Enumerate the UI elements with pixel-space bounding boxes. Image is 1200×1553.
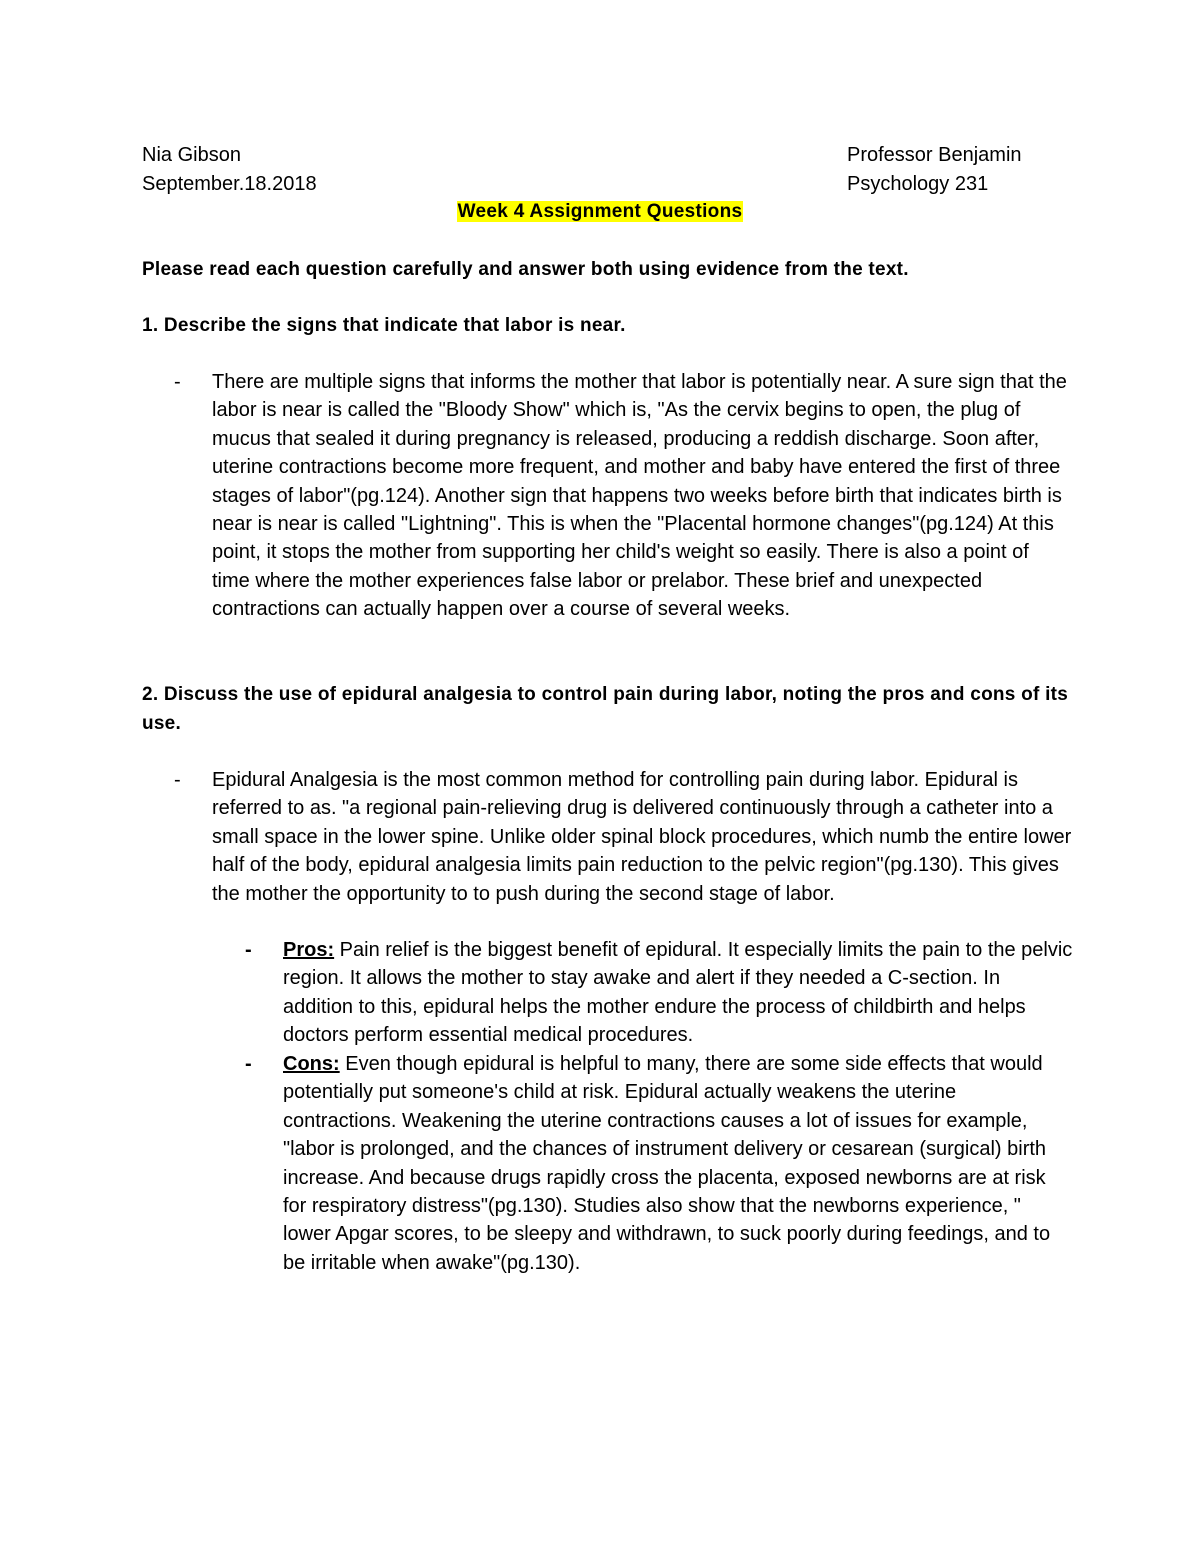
student-name: Nia Gibson — [142, 144, 241, 166]
bullet-dash: - — [174, 769, 181, 791]
question-2-prompt: 2. Discuss the use of epidural analgesia to control pain during labor, noting the pros and cons of its use. — [142, 684, 1069, 734]
pros-text: Pain relief is the biggest benefit of epidural. It especially limits the pain to the pelvic region. It allows the mother to stay awake and alert if they needed a C-section. In addition to this, epidural helps the mother endure the process of childbirth and helps doctors perform essential medical procedures. — [283, 939, 1073, 1047]
title-container — [0, 199, 1200, 225]
cons-item — [245, 1050, 1073, 1277]
pros-item — [245, 936, 1073, 1050]
answer-text: Epidural Analgesia is the most common method for controlling pain during labor. Epidural is referred to as. "a regional pain-relieving drug is delivered continuously through a catheter into a small space in the lower spine. Unlike older spinal block procedures, which numb the entire lower half of the body, epidural analgesia limits pain reduction to the pelvic region"(pg.130). This gives the mother the opportunity to to push during the second stage of labor. — [212, 769, 1072, 905]
header-right — [847, 141, 1022, 199]
course-name: Psychology 231 — [847, 173, 989, 195]
pros-label: Pros: — [283, 939, 335, 961]
assignment-date: September.18.2018 — [142, 173, 317, 195]
bullet-dash: - — [245, 939, 252, 961]
document-title: Week 4 Assignment Questions — [457, 201, 743, 222]
instructions: Please read each question carefully and answer both using evidence from the text. — [142, 259, 909, 280]
question-1-prompt: 1. Describe the signs that indicate that labor is near. — [142, 315, 626, 336]
question-1-answer — [174, 368, 1072, 624]
question-2-answer — [174, 766, 1072, 908]
cons-label: Cons: — [283, 1053, 340, 1075]
bullet-dash: - — [174, 371, 181, 393]
header-left — [142, 141, 317, 199]
bullet-dash: - — [245, 1053, 252, 1075]
professor-name: Professor Benjamin — [847, 144, 1022, 166]
cons-text: Even though epidural is helpful to many, there are some side effects that would potentially put someone's child at risk. Epidural actually weakens the uterine contractions. Weakening the uterine contractions causes a lot of issues for example, "labor is prolonged, and the chances of instrument delivery or cesarean (surgical) birth increase. And because drugs rapidly cross the placenta, exposed newborns are at risk for respiratory distress"(pg.130). Studies also show that the newborns experience, " lower Apgar scores, to be sleepy and withdrawn, to suck poorly during feedings, and to be irritable when awake"(pg.130). — [283, 1053, 1051, 1274]
answer-text: There are multiple signs that informs the mother that labor is potentially near. A sure sign that the labor is near is called the "Bloody Show" which is, "As the cervix begins to open, the plug of mucus that sealed it during pregnancy is released, producing a reddish discharge. Soon after, uterine contractions become more frequent, and mother and baby have entered the first of three stages of labor"(pg.124). Another sign that happens two weeks before birth that indicates birth is near is near is called "Lightning". This is when the "Placental hormone changes"(pg.124) At this point, it stops the mother from supporting her child's weight so easily. There is also a point of time where the mother experiences false labor or prelabor. These brief and unexpected contractions can actually happen over a course of several weeks. — [212, 371, 1067, 621]
